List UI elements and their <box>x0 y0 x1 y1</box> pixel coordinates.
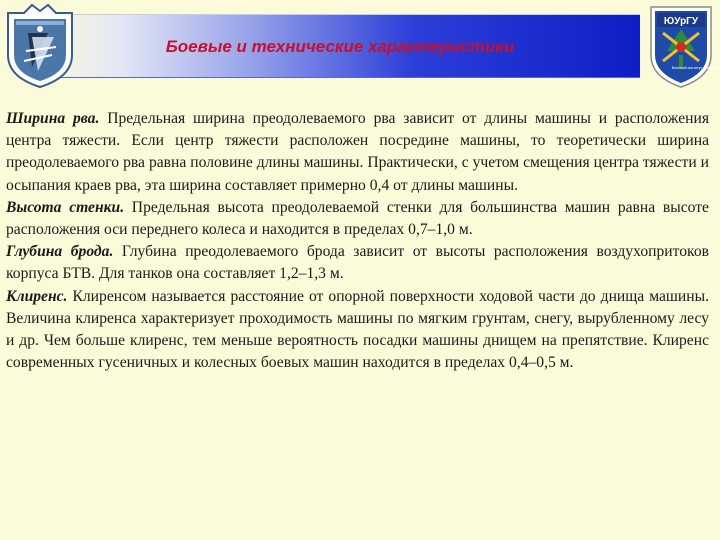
paragraph-clearance <box>6 286 709 375</box>
term-ditch-width: Ширина рва. <box>6 110 100 127</box>
header-bar <box>40 14 640 78</box>
paragraph-wall-height <box>6 197 709 241</box>
logo-tagline: Военный институт Кафедра <box>671 66 719 70</box>
page-title: Боевые и технические характеристики <box>165 37 515 56</box>
svg-text:Военный институт Кафедра <box>672 66 719 70</box>
logo-caption: ЮУрГУ <box>663 16 699 27</box>
military-faculty-shield-icon <box>643 3 719 89</box>
document-body <box>6 108 709 374</box>
text-wall-height: Предельная высота преодолеваемой стенки для большинства машин равна высоте расположения оси переднего колеса и находится в пределах 0,7–1,0 м. <box>6 198 709 239</box>
term-ford-depth: Глубина брода. <box>6 243 114 261</box>
university-emblem-icon <box>2 3 78 89</box>
term-wall-height: Высота стенки. <box>6 198 125 216</box>
text-ditch-width: Предельная ширина преодолеваемого рва зависит от длины машины и расположения центра тяжести. Если центр тяжести расположен посредине машины, то теоретически ширина преодолеваемого рва равна половине длины машины. Практически, с учетом смещения центра тяжести и осыпания краев рва, эта ширина составляет примерно 0,4 от длины машины. <box>6 110 710 194</box>
text-clearance: Клиренсом называется расстояние от опорной поверхности ходовой части до днища машины. Величина клиренса характеризует проходимость машины по мягким грунтам, снегу, вырубленному лесу и др. Чем больше клиренс, тем меньше вероятность посадки машины днищем на препятствие. Клиренс современных гусеничных и колесных боевых машин находится в пределах 0,4–0,5 м. <box>6 287 709 372</box>
paragraph-ford-depth <box>6 241 709 285</box>
text-ford-depth: Глубина преодолеваемого брода зависит от высоты расположения воздухопритоков корпуса БТВ. Для танков она составляет 1,2–1,3 м. <box>6 243 709 283</box>
term-clearance: Клиренс. <box>6 287 68 305</box>
paragraph-ditch-width <box>6 108 709 197</box>
